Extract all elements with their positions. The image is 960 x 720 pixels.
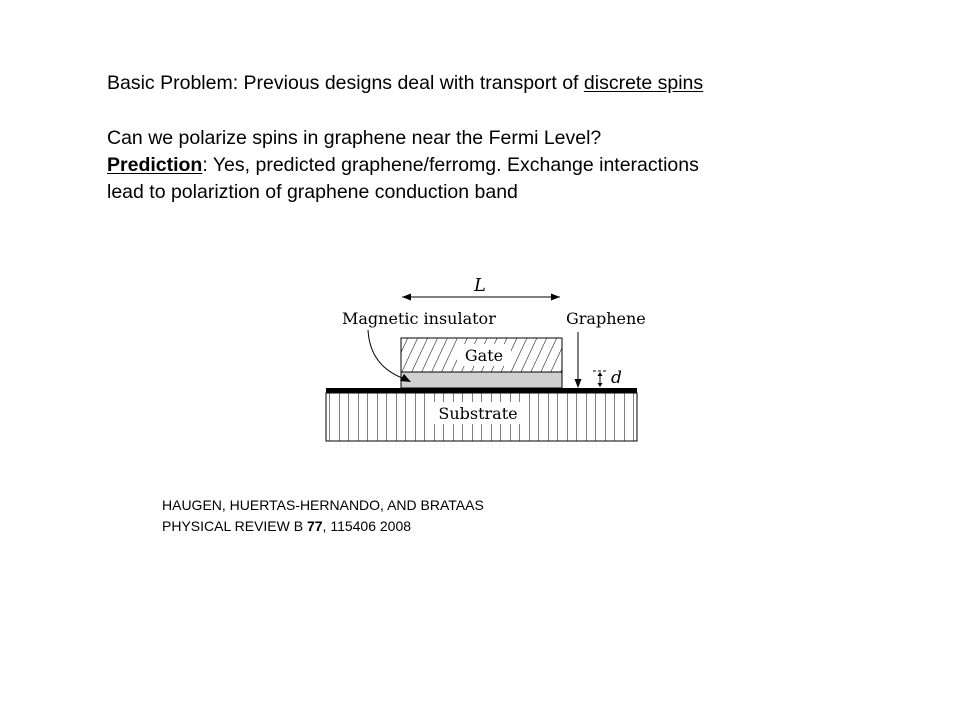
length-arrow-right-head (551, 294, 560, 301)
citation-journal-name: PHYSICAL REVIEW B (162, 518, 307, 534)
d-label: d (611, 368, 622, 388)
basic-problem-line (107, 70, 807, 97)
citation-article: , 115406 2008 (322, 518, 412, 534)
substrate-label: Substrate (438, 404, 518, 423)
length-dimension (402, 275, 560, 301)
graphene-layer (326, 388, 637, 393)
prediction-label: Prediction (107, 154, 203, 176)
citation-authors: HAUGEN, HUERTAS-HERNANDO, AND BRATAAS (162, 497, 484, 513)
citation-block (162, 495, 484, 537)
prediction-line (107, 152, 807, 179)
question-line: Can we polarize spins in graphene near the Fermi Level? (107, 127, 602, 149)
citation-journal (162, 516, 484, 537)
slide-text-block (107, 70, 807, 206)
spacer (107, 97, 807, 125)
d-arrow-bottom-head (598, 383, 603, 387)
citation-volume: 77 (306, 518, 323, 534)
length-label: L (474, 275, 486, 296)
magnetic-insulator-label: Magnetic insulator (342, 309, 496, 328)
thickness-dimension (593, 368, 622, 388)
length-arrow-left-head (402, 294, 411, 301)
gate-label: Gate (464, 346, 504, 365)
graphene-label: Graphene (566, 309, 646, 328)
d-arrow-top-head (598, 372, 603, 376)
prediction-text: : Yes, predicted graphene/ferromg. Exchange interactions (202, 154, 699, 176)
discrete-spins-underlined: discrete spins (583, 72, 704, 94)
conclusion-line: lead to polariztion of graphene conduction band (107, 181, 518, 203)
basic-problem-text: Basic Problem: Previous designs deal with transport of (107, 72, 584, 94)
graphene-pointer-head (575, 379, 582, 388)
magnetic-insulator-layer (401, 372, 562, 388)
device-schematic-figure (320, 270, 660, 450)
